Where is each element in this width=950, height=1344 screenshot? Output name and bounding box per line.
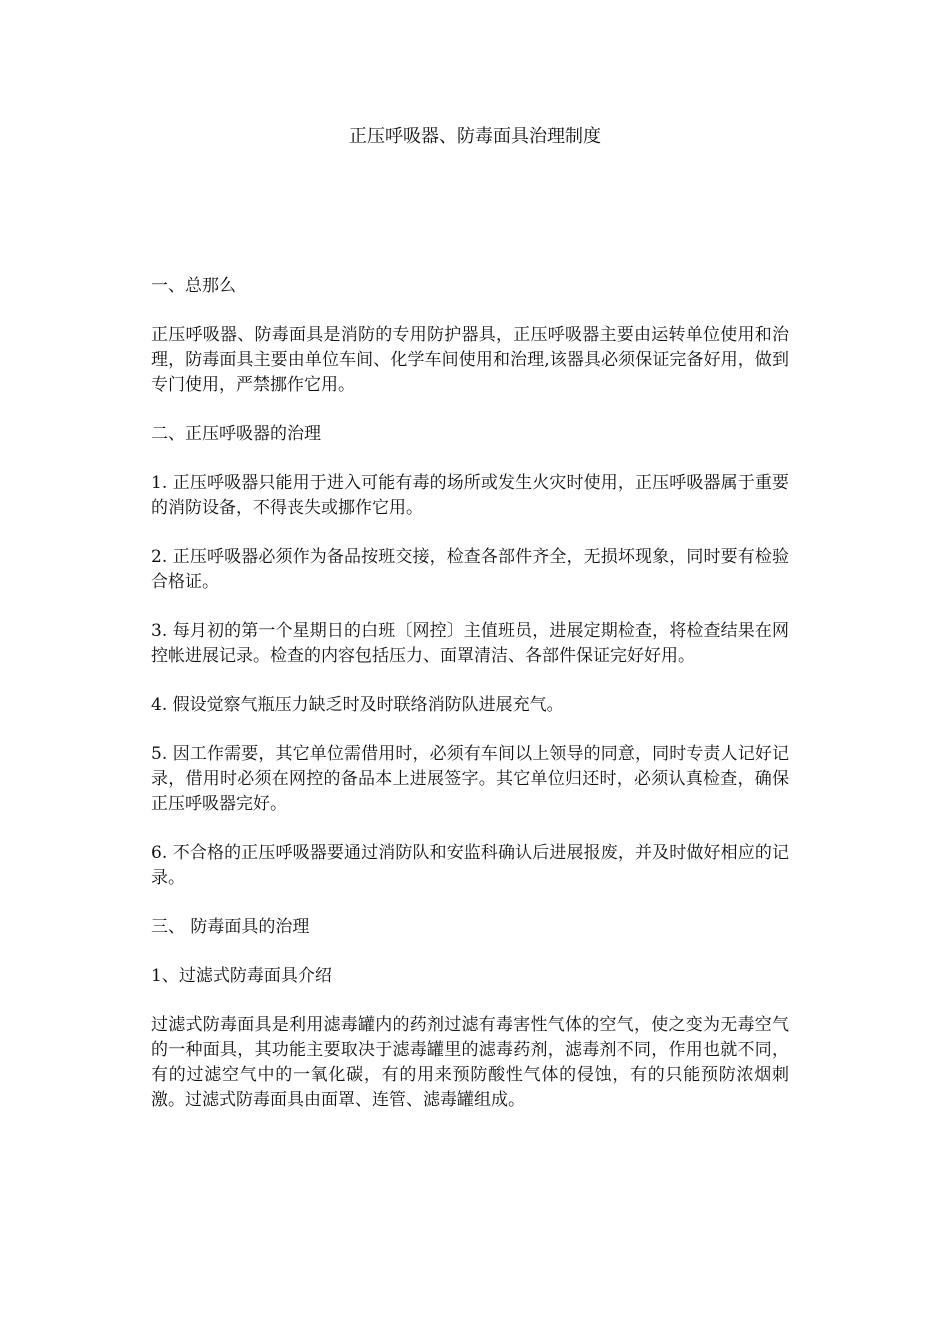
- section-3-heading: 三、 防毒面具的治理: [151, 917, 310, 937]
- section-2-item-5: 5. 因工作需要，其它单位需借用时，必须有车间以上领导的同意，同时专责人记好记录，借用时必须在网控的备品本上进展签字。其它单位归还时，必须认真检查，确保正压呼吸器完好。: [151, 744, 789, 814]
- section-2-item-4: 4. 假设觉察气瓶压力缺乏时及时联络消防队进展充气。: [151, 695, 564, 715]
- section-3-subheading-1: 1、过滤式防毒面具介绍: [151, 966, 332, 986]
- section-1-paragraph: 正压呼吸器、防毒面具是消防的专用防护器具，正压呼吸器主要由运转单位使用和治理，防毒面具主要由单位车间、化学车间使用和治理,该器具必须保证完备好用，做到专门使用，严禁挪作它用。: [151, 325, 789, 395]
- document-body: [151, 274, 789, 1137]
- section-2-item-2: 2. 正压呼吸器必须作为备品按班交接，检查各部件齐全，无损坏现象，同时要有检验合格证。: [151, 547, 789, 592]
- section-2-heading: 二、正压呼吸器的治理: [151, 424, 321, 444]
- section-1-heading: 一、总那么: [151, 276, 236, 296]
- section-3-paragraph: 过滤式防毒面具是利用滤毒罐内的药剂过滤有毒害性气体的空气，使之变为无毒空气的一种面具，其功能主要取决于滤毒罐里的滤毒药剂，滤毒剂不同，作用也就不同，有的过滤空气中的一氧化碳，有的用来预防酸性气体的侵蚀，有的只能预防浓烟刺激。过滤式防毒面具由面罩、连管、滤毒罐组成。: [151, 1015, 789, 1110]
- section-2-item-6: 6. 不合格的正压呼吸器要通过消防队和安监科确认后进展报废，并及时做好相应的记录。: [151, 843, 789, 888]
- section-2-item-1: 1. 正压呼吸器只能用于进入可能有毒的场所或发生火灾时使用，正压呼吸器属于重要的消防设备，不得丧失或挪作它用。: [151, 473, 789, 518]
- section-2-item-3: 3. 每月初的第一个星期日的白班〔网控〕主值班员，进展定期检查，将检查结果在网控帐进展记录。检查的内容包括压力、面罩清洁、各部件保证完好好用。: [151, 621, 789, 666]
- document-title: 正压呼吸器、防毒面具治理制度: [349, 126, 601, 147]
